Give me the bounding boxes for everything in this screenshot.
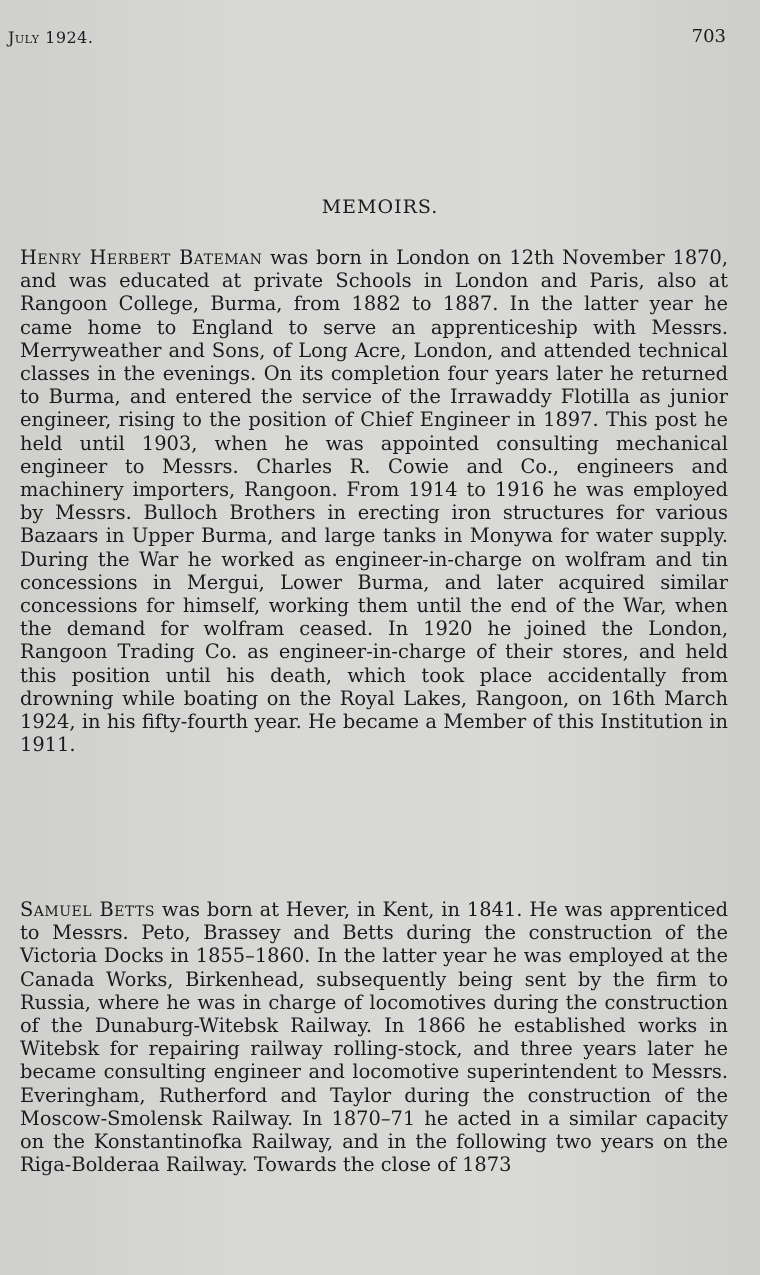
section-title: MEMOIRS.	[321, 196, 439, 218]
page-number: 703	[691, 26, 726, 47]
memoir-text: was born at Hever, in Kent, in 1841. He was apprenticed to Messrs. Peto, Brassey and Betts during the construction of the Victoria Docks in 1855–1860. In the latter year he was employed at the Canada Works, Birkenhead, subsequently being sent by the firm to Russia, where he was in charge of locomotives during the construction of the Dunaburg-Witebsk Railway. In 1866 he established works in Witebsk for repairing railway rolling-stock, and three years later he became consulting engineer and locomotive superintendent to Messrs. Everingham, Rutherford and Taylor during the construction of the Moscow-Smolensk Railway. In 1870–71 he acted in a similar capacity on the Konstantinofka Railway, and in the following two years on the Riga-Bolderaa Railway. Towards the close of 1873	[20, 898, 728, 1177]
running-head: July 1924.	[8, 28, 94, 47]
memoir-text: was born in London on 12th November 1870, and was educated at private Schools in London and Paris, also at Rangoon College, Burma, from 1882 to 1887. In the latter year he came home to England to serve an apprenticeship with Messrs. Merryweather and Sons, of Long Acre, London, and attended technical classes in the evenings. On its completion four years later he returned to Burma, and entered the service of the Irrawaddy Flotilla as junior engineer, rising to the position of Chief Engineer in 1897. This post he held until 1903, when he was appointed consulting mechanical engineer to Messrs. Charles R. Cowie and Co., engineers and machinery importers, Rangoon. From 1914 to 1916 he was employed by Messrs. Bulloch Brothers in erecting iron structures for various Bazaars in Upper Burma, and large tanks in Monywa for water supply. During the War he worked as engineer-in-charge on wolfram and tin concessions in Mergui, Lower Burma, and later acquired similar concessions for himself, working them until the end of the War, when the demand for wolfram ceased. In 1920 he joined the London, Rangoon Trading Co. as engineer-in-charge of their stores, and held this position until his death, which took place accidentally from drowning while boating on the Royal Lakes, Rangoon, on 16th March 1924, in his fifty-fourth year. He became a Member of this Institution in 1911.	[20, 246, 729, 757]
memoir-name: Samuel Betts	[20, 898, 155, 921]
memoir-bateman	[20, 246, 728, 756]
memoir-paragraph	[20, 246, 728, 756]
memoir-betts	[20, 898, 728, 1176]
page-header	[0, 24, 760, 54]
memoir-paragraph	[20, 898, 728, 1176]
memoir-name: Henry Herbert Bateman	[20, 246, 263, 269]
